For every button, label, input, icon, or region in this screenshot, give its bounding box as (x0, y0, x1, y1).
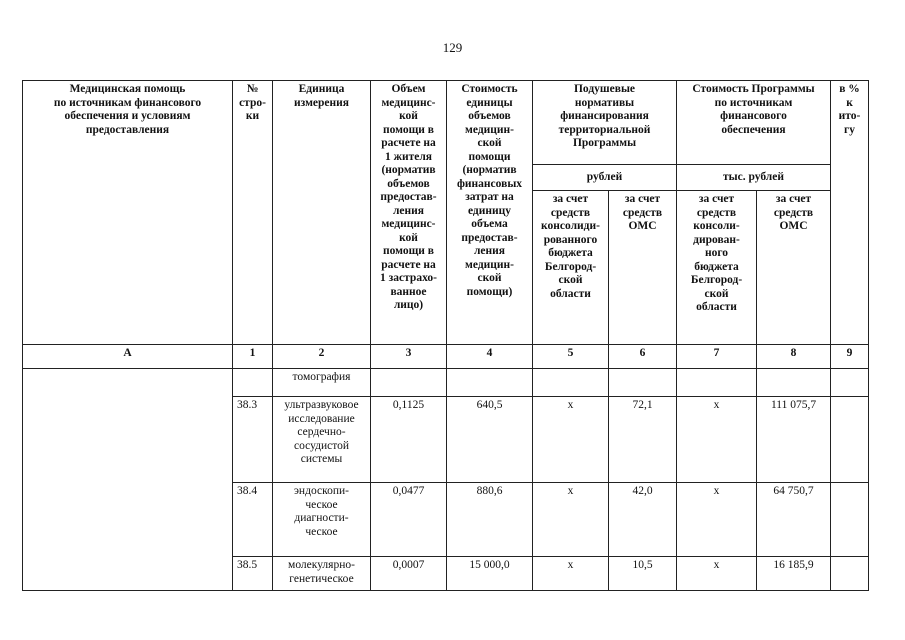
service-cell (23, 369, 233, 591)
oms-6-cell (609, 369, 677, 397)
column-number: 8 (757, 345, 831, 369)
column-number: 4 (447, 345, 533, 369)
unit-cell: ультразвуковое исследование сердечно- сосудистой системы (273, 397, 371, 483)
oms-6-cell: 10,5 (609, 557, 677, 591)
header-unit-cost: Стоимость единицы объемов медицин- ской помощи (норматив финансовых затрат на единицу объема предостав- ления медицин- ской помощи) (447, 81, 533, 345)
volume-cell (371, 369, 447, 397)
header-sub-oms-6: за счет средств ОМС (609, 191, 677, 345)
header-sub-budget-5: за счет средств консолиди- рованного бюджета Белгород- ской области (533, 191, 609, 345)
header-line-number: № стро- ки (233, 81, 273, 345)
volume-cell: 0,1125 (371, 397, 447, 483)
budget-7-cell: х (677, 397, 757, 483)
percent-cell (831, 369, 869, 397)
budget-7-cell (677, 369, 757, 397)
header-unit-thousand-rub: тыс. рублей (677, 165, 831, 191)
cost-cell: 880,6 (447, 483, 533, 557)
header-sub-budget-7: за счет средств консоли- дирован- ного бюджета Белгород- ской области (677, 191, 757, 345)
page-number: 129 (442, 40, 463, 55)
line-number-cell (233, 369, 273, 397)
volume-cell: 0,0007 (371, 557, 447, 591)
column-number: 5 (533, 345, 609, 369)
budget-5-cell (533, 369, 609, 397)
column-number: 7 (677, 345, 757, 369)
percent-cell (831, 557, 869, 591)
column-number: 9 (831, 345, 869, 369)
header-unit-rub: рублей (533, 165, 677, 191)
column-number: 2 (273, 345, 371, 369)
percent-cell (831, 397, 869, 483)
line-number-cell: 38.5 (233, 557, 273, 591)
financing-table (22, 80, 869, 591)
oms-8-cell: 111 075,7 (757, 397, 831, 483)
oms-8-cell: 16 185,9 (757, 557, 831, 591)
budget-7-cell: х (677, 557, 757, 591)
budget-5-cell: х (533, 483, 609, 557)
header-per-capita: Подушевые нормативы финансирования территориальной Программы (533, 81, 677, 165)
table-row (23, 369, 869, 397)
cost-cell: 15 000,0 (447, 557, 533, 591)
oms-6-cell: 42,0 (609, 483, 677, 557)
column-number-row (23, 345, 869, 369)
line-number-cell: 38.4 (233, 483, 273, 557)
oms-6-cell: 72,1 (609, 397, 677, 483)
header-percent: в % к ито- гу (831, 81, 869, 345)
oms-8-cell (757, 369, 831, 397)
line-number-cell: 38.3 (233, 397, 273, 483)
column-number: 3 (371, 345, 447, 369)
budget-5-cell: х (533, 557, 609, 591)
cost-cell: 640,5 (447, 397, 533, 483)
budget-7-cell: х (677, 483, 757, 557)
unit-cell: эндоскопи- ческое диагности- ческое (273, 483, 371, 557)
column-number: 6 (609, 345, 677, 369)
unit-cell: молекулярно- генетическое (273, 557, 371, 591)
header-service: Медицинская помощь по источникам финансового обеспечения и условиям предоставления (23, 81, 233, 345)
oms-8-cell: 64 750,7 (757, 483, 831, 557)
column-number: 1 (233, 345, 273, 369)
unit-cell: томография (273, 369, 371, 397)
column-number: А (23, 345, 233, 369)
header-unit: Единица измерения (273, 81, 371, 345)
header-volume: Объем медицинс- кой помощи в расчете на 1 жителя (норматив объемов предостав- ления медицинс- кой помощи в расчете на 1 застрахо- ванное лицо) (371, 81, 447, 345)
cost-cell (447, 369, 533, 397)
percent-cell (831, 483, 869, 557)
header-program-cost: Стоимость Программы по источникам финансового обеспечения (677, 81, 831, 165)
budget-5-cell: х (533, 397, 609, 483)
header-sub-oms-8: за счет средств ОМС (757, 191, 831, 345)
volume-cell: 0,0477 (371, 483, 447, 557)
